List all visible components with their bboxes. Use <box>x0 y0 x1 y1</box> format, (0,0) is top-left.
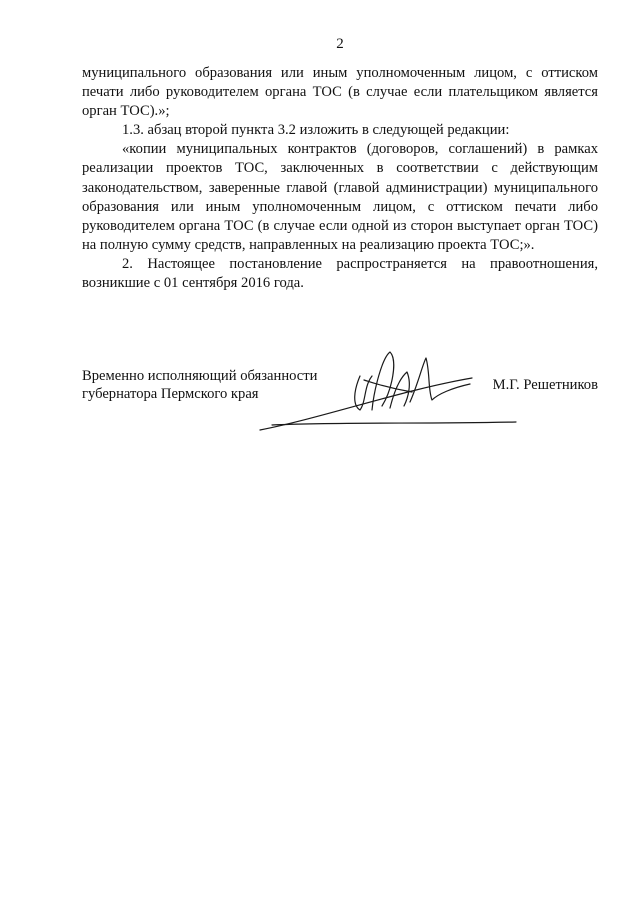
signer-title-line: Временно исполняющий обязанности <box>82 368 318 384</box>
document-body <box>82 64 598 293</box>
paragraph: муниципального образования или иным уполномоченным лицом, с оттиском печати либо руководителем органа ТОС (в случае если плательщиком является орган ТОС).»; <box>82 65 598 120</box>
paragraph: 1.3. абзац второй пункта 3.2 изложить в следующей редакции: <box>122 122 510 139</box>
signer-name: М.Г. Решетников <box>492 377 598 393</box>
signer-title-line: губернатора Пермского края <box>82 385 259 402</box>
page-number: 2 <box>336 36 344 52</box>
handwritten-signature <box>232 350 522 435</box>
paragraph: «копии муниципальных контрактов (договоров, соглашений) в рамках реализации проектов ТОС, заключенных в соответствии с действующим законодательством, заверенные главой (главой администрации) муниципального образования или иным уполномоченным лицом, с оттиском печати либо руководителем органа ТОС (в случае если одной из сторон выступает орган ТОС) на полную сумму средств, направленных на реализацию проекта ТОС;». <box>82 141 598 253</box>
paragraph: 2. Настоящее постановление распространяется на правоотношения, возникшие с 01 сентября 2016 года. <box>82 255 598 292</box>
